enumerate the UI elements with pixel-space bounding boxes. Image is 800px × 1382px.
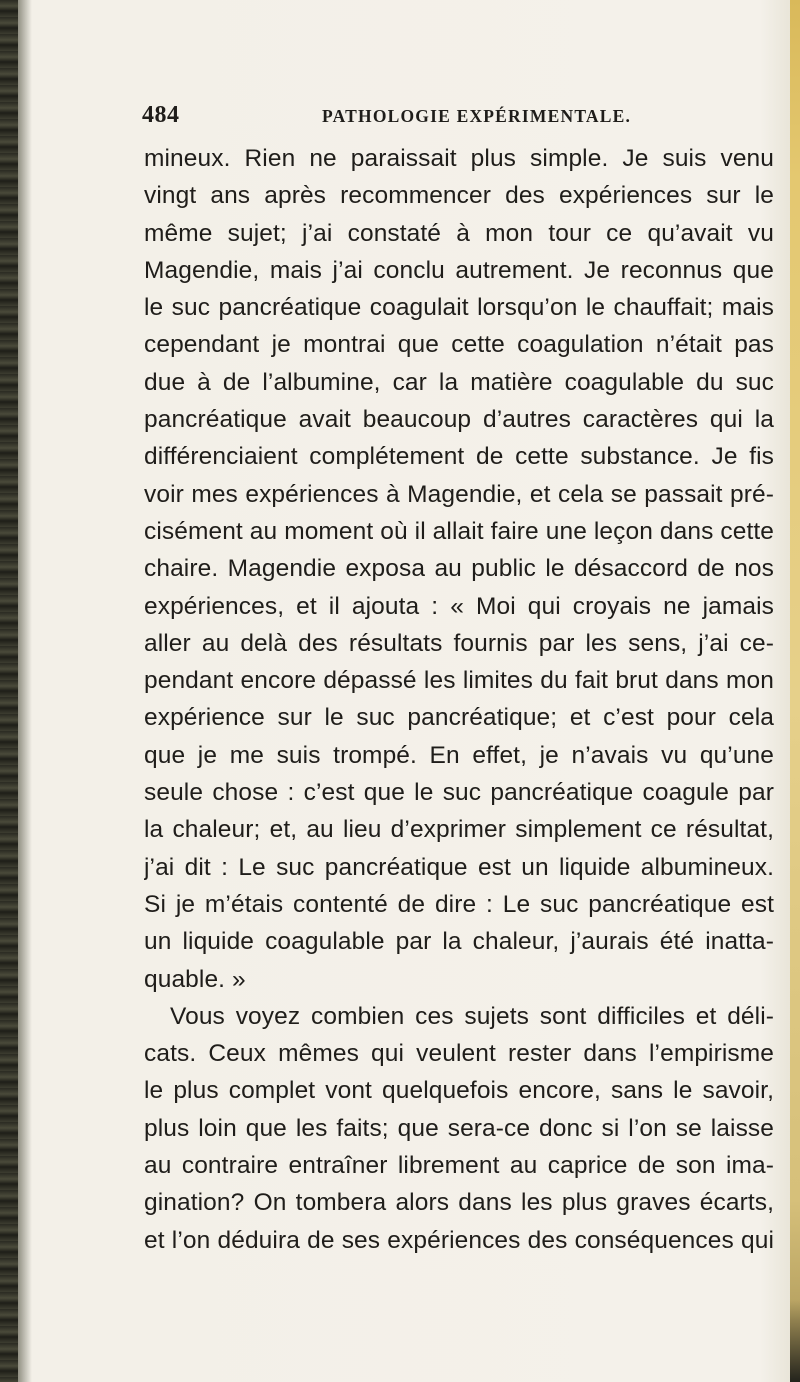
text-line: aller au delà des résultats fournis par les sens, j’ai ce- xyxy=(144,629,774,657)
page-right-edge xyxy=(790,0,800,1382)
text-line: cependant je montrai que cette coagulation n’était pas xyxy=(144,331,774,359)
text-line: le suc pancréatique coagulait lorsqu’on le chauffait; mais xyxy=(144,294,774,322)
text-line: vingt ans après recommencer des expériences sur le xyxy=(144,182,774,210)
text-line: mineux. Rien ne paraissait plus simple. Je suis venu xyxy=(144,145,774,172)
text-line: différenciaient complétement de cette substance. Je fis xyxy=(144,443,774,471)
text-line: chaire. Magendie exposa au public le désaccord de nos xyxy=(144,555,774,583)
text-line: due à de l’albumine, car la matière coagulable du suc xyxy=(144,368,774,396)
paragraph-end-line: quable. » xyxy=(144,965,246,993)
text-line: pendant encore dépassé les limites du fait brut dans mon xyxy=(144,667,774,695)
page-number: 484 xyxy=(142,102,180,128)
page-binding-edge xyxy=(0,0,18,1382)
text-line: pancréatique avait beaucoup d’autres caractères qui la xyxy=(144,406,774,434)
text-line: au contraire entraîner librement au caprice de son ima- xyxy=(144,1152,774,1180)
text-line: et l’on déduira de ses expériences des conséquences qui xyxy=(144,1226,774,1254)
text-line: voir mes expériences à Magendie, et cela se passait pré- xyxy=(144,480,774,508)
text-line: expérience sur le suc pancréatique; et c’est pour cela xyxy=(144,704,774,732)
text-line: expériences, et il ajouta : « Moi qui croyais ne jamais xyxy=(144,592,774,620)
running-head: PATHOLOGIE EXPÉRIMENTALE. xyxy=(322,106,632,126)
text-line: que je me suis trompé. En effet, je n’avais vu qu’une xyxy=(144,741,774,769)
text-line: la chaleur; et, au lieu d’exprimer simplement ce résultat, xyxy=(144,816,774,844)
text-line: cisément au moment où il allait faire une leçon dans cette xyxy=(144,517,774,545)
text-line: j’ai dit : Le suc pancréatique est un liquide albumineux. xyxy=(144,853,774,881)
text-line: gination? On tombera alors dans les plus graves écarts, xyxy=(144,1189,774,1217)
text-line: Si je m’étais contenté de dire : Le suc pancréatique est xyxy=(144,890,774,918)
text-line: seule chose : c’est que le suc pancréatique coagule par xyxy=(144,779,774,807)
body-text xyxy=(144,140,774,1259)
text-line: plus loin que les faits; que sera-ce donc si l’on se laisse xyxy=(144,1114,774,1142)
text-line: un liquide coagulable par la chaleur, j’aurais été inatta- xyxy=(144,928,774,956)
text-line: cats. Ceux mêmes qui veulent rester dans l’empirisme xyxy=(144,1040,774,1068)
page-corner-shadow xyxy=(790,1300,800,1382)
paragraph-start-line: Vous voyez combien ces sujets sont difficiles et déli- xyxy=(170,1002,774,1030)
binding-shadow xyxy=(18,0,32,1382)
text-line: Magendie, mais j’ai conclu autrement. Je reconnus que xyxy=(144,256,774,284)
page-header xyxy=(142,102,772,136)
text-line: même sujet; j’ai constaté à mon tour ce qu’avait vu xyxy=(144,219,774,247)
text-line: le plus complet vont quelquefois encore, sans le savoir, xyxy=(144,1077,774,1105)
